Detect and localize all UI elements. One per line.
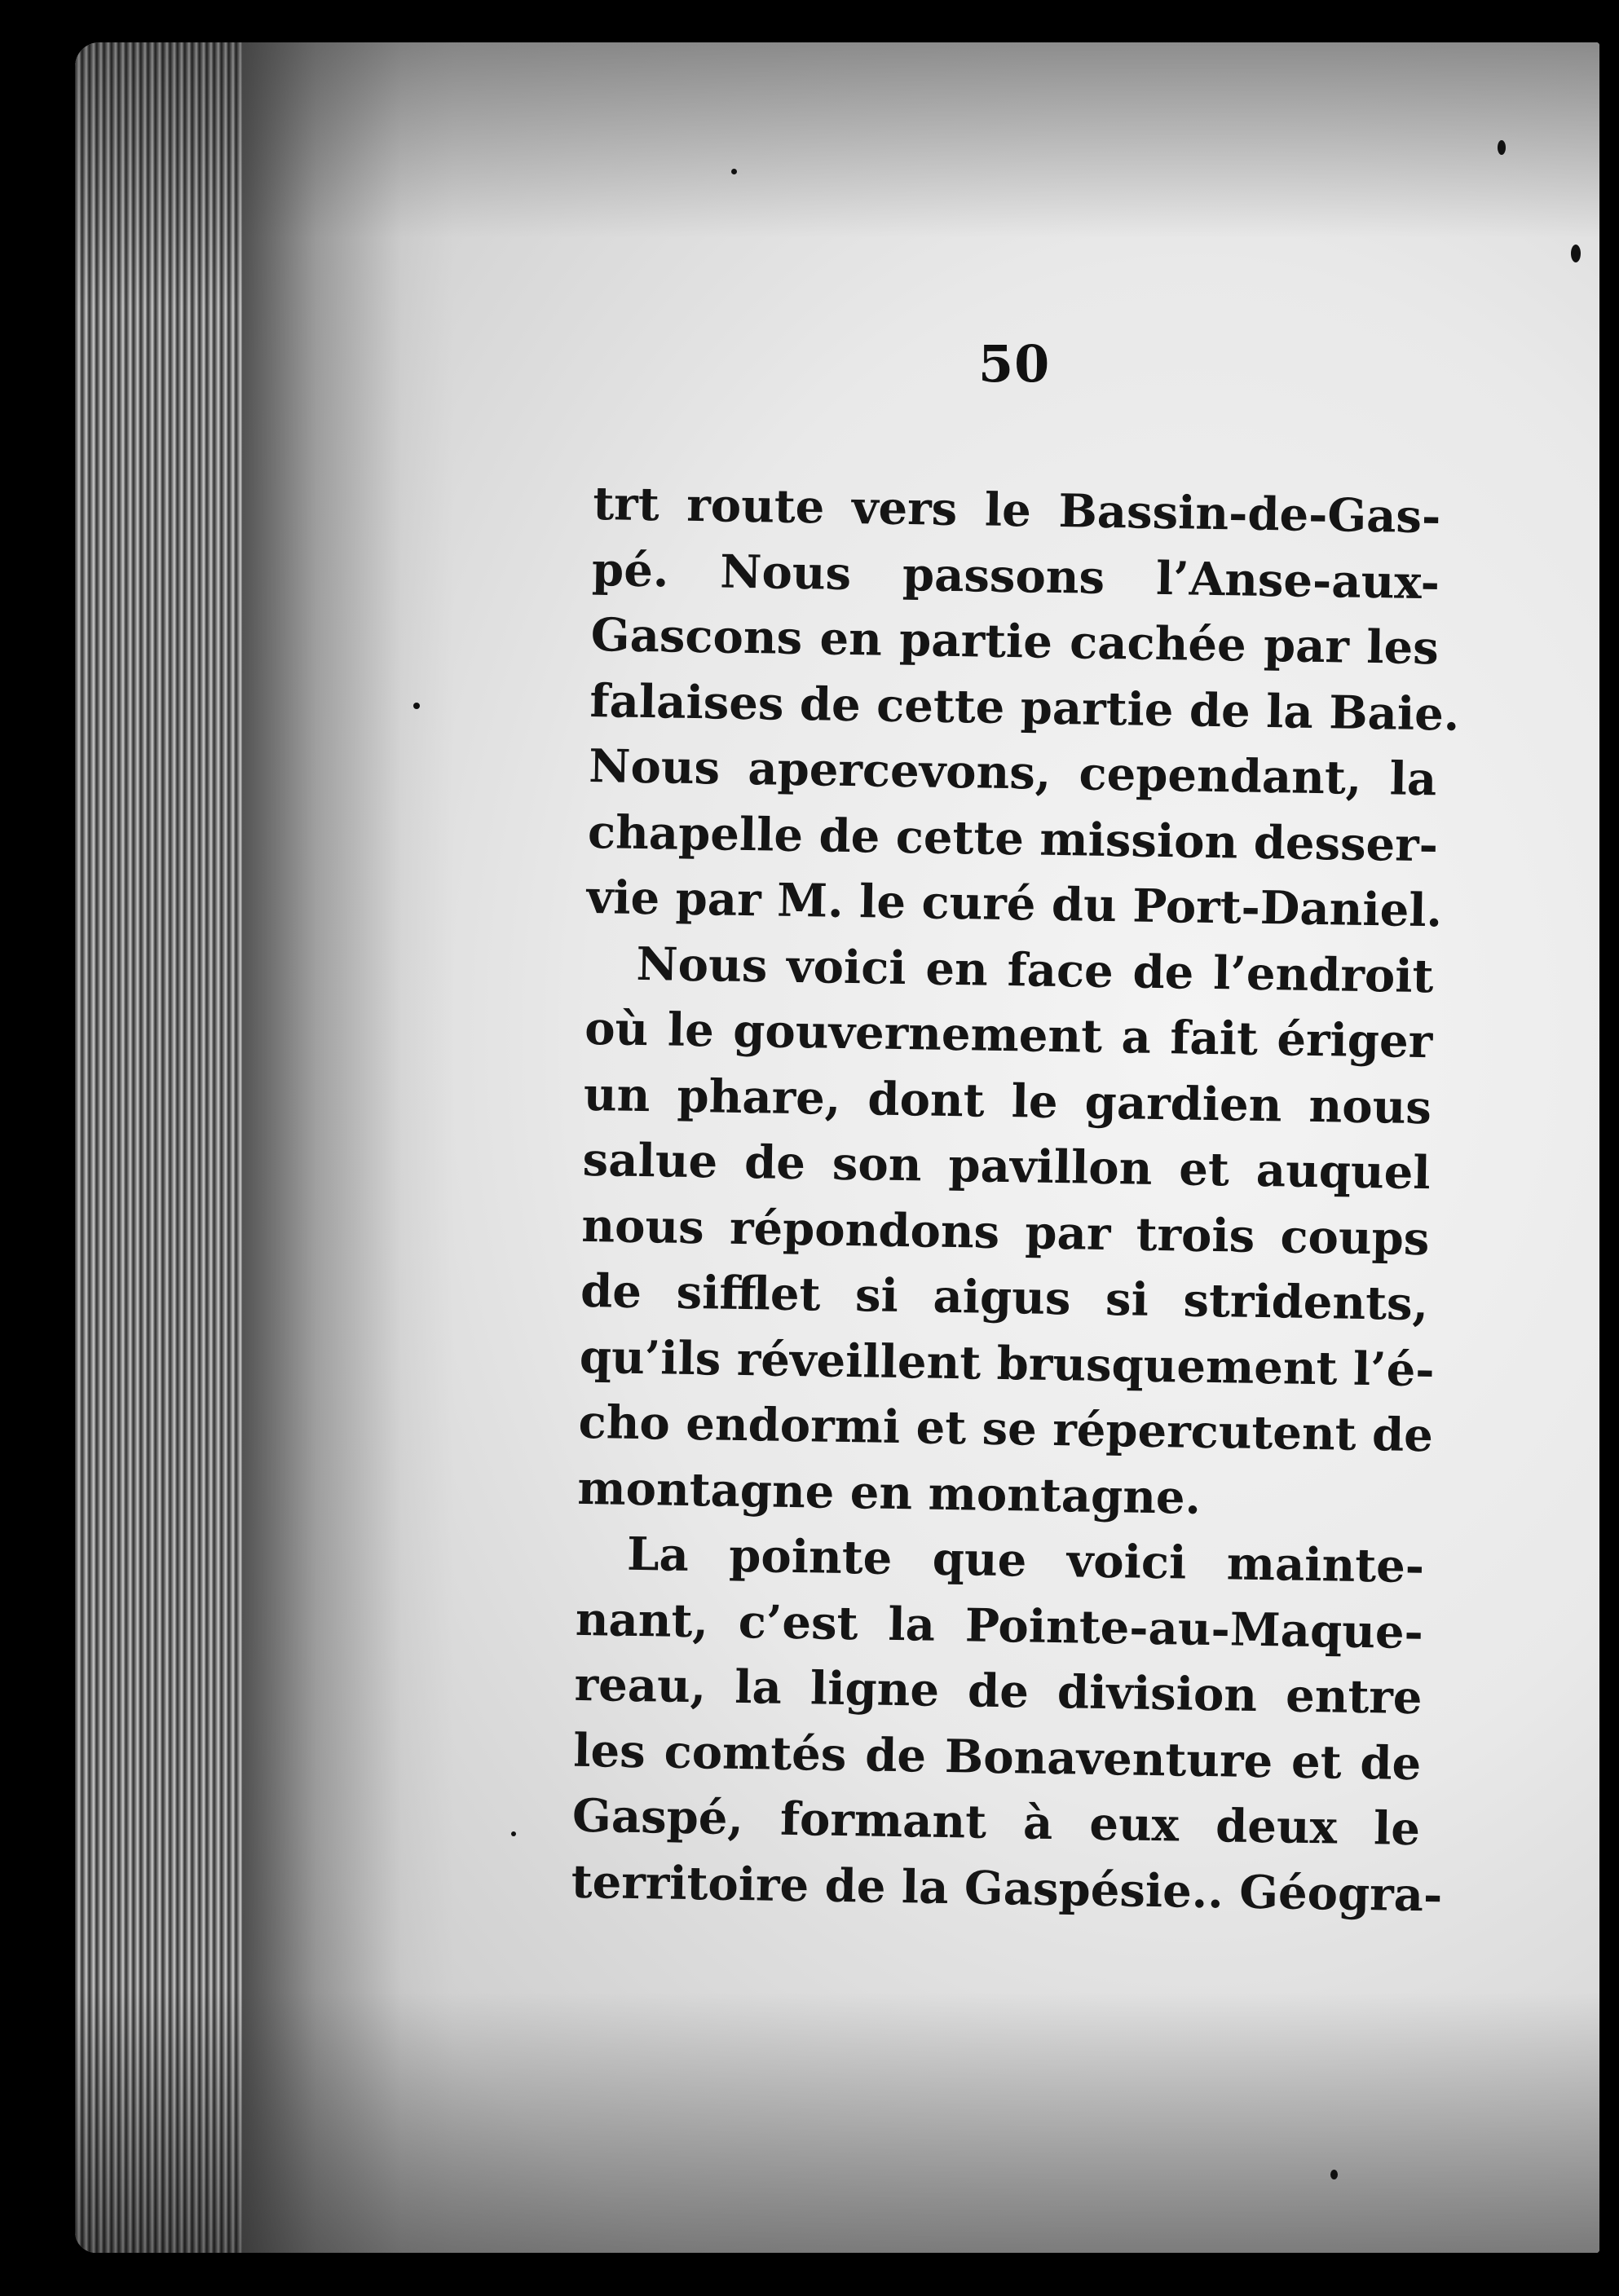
ink-speck — [1330, 2170, 1338, 2179]
ink-speck — [511, 1831, 516, 1836]
text-line: de sifflet si aigus si stridents, — [580, 1263, 1429, 1332]
body-text — [571, 471, 1460, 1928]
ink-speck — [1571, 245, 1581, 262]
text-line: salue de son pavillon et auquel — [582, 1132, 1432, 1201]
text-line: La pointe que voici mainte- — [626, 1527, 1425, 1594]
ink-speck — [731, 169, 737, 174]
bottom-shade — [242, 1992, 1599, 2253]
text-line: les comtés de Bonaventure et de — [572, 1723, 1422, 1791]
top-shade — [242, 42, 1599, 238]
text-line: qu’ils réveillent brusquement l’é- — [579, 1329, 1436, 1397]
page-number: 50 — [978, 334, 1051, 394]
text-line: un phare, dont le gardien nous — [583, 1067, 1432, 1135]
text-line: trt route vers le Bassin-de-Gas- — [592, 476, 1441, 544]
text-line: cho endormi et se répercutent de — [578, 1395, 1434, 1463]
ink-speck — [1498, 140, 1506, 155]
text-line: Gaspé, formant à eux deux le — [571, 1788, 1421, 1857]
text-line: montagne en montagne. — [576, 1461, 1202, 1525]
text-line: Nous apercevons, cependant, la — [588, 738, 1437, 807]
page-edges — [75, 42, 242, 2253]
text-line: chapelle de cette mission desser- — [587, 804, 1439, 872]
text-line: territoire de la Gaspésie.. Géogra- — [571, 1854, 1443, 1923]
text-line: falaises de cette partie de la Baie. — [589, 673, 1460, 742]
text-line: Nous voici en face de l’endroit — [635, 936, 1434, 1003]
text-line: où le gouvernement a fait ériger — [584, 1001, 1433, 1069]
text-line: reau, la ligne de division entre — [574, 1657, 1423, 1725]
text-line: vie par M. le curé du Port-Daniel. — [586, 870, 1443, 938]
gutter-shadow — [242, 42, 454, 2253]
text-line: Gascons en partie cachée par les — [590, 607, 1440, 676]
ink-speck — [413, 703, 420, 709]
text-line: nous répondons par trois coups — [580, 1198, 1430, 1266]
text-line: nant, c’est la Pointe-au-Maque- — [575, 1592, 1424, 1659]
text-line: pé. Nous passons l’Anse-aux- — [591, 542, 1440, 610]
